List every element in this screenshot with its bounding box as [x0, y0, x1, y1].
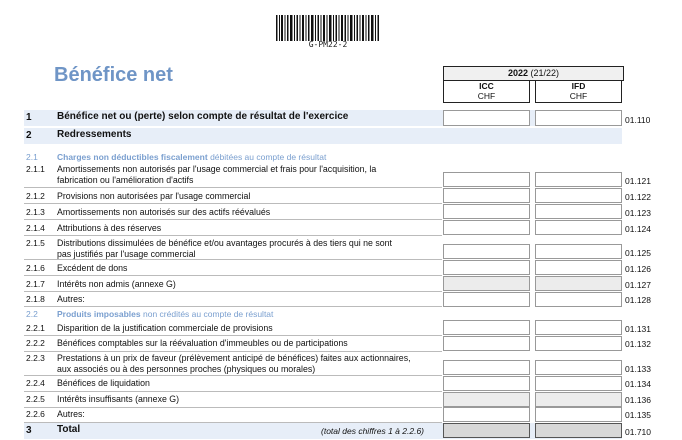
row-code: 01.110	[625, 115, 651, 125]
row-code: 01.126	[625, 264, 651, 274]
section-title-bold: Produits imposables	[57, 309, 141, 319]
icc-field-01128[interactable]	[443, 292, 530, 307]
row-num: 2.2.4	[26, 378, 45, 388]
row-num: 2	[26, 130, 32, 141]
ifd-field-01132[interactable]	[535, 336, 622, 351]
row-num: 2.1.3	[26, 207, 45, 217]
row-label: Provisions non autorisées par l'usage commercial	[57, 191, 251, 201]
row-label: Intérêts insuffisants (annexe G)	[57, 394, 180, 404]
icc-field-01124[interactable]	[443, 220, 530, 235]
section-title-bold: Charges non déductibles fiscalement	[57, 152, 208, 162]
icc-field-01123[interactable]	[443, 204, 530, 219]
barcode	[276, 15, 380, 41]
ifd-field-01110[interactable]	[535, 110, 622, 126]
year-header	[443, 66, 624, 81]
section-num: 2.1	[26, 152, 38, 162]
row-rule	[24, 335, 442, 336]
row-label: Autres:	[57, 409, 85, 419]
row-rule	[24, 407, 442, 408]
row-code: 01.710	[625, 427, 651, 437]
ifd-field-01126[interactable]	[535, 260, 622, 275]
section-title-rest: débitées au compte de résultat	[210, 152, 327, 162]
row-rule	[24, 291, 442, 292]
row-label: Bénéfices comptables sur la réévaluation d'immeubles ou de participations	[57, 338, 348, 348]
row-rule	[24, 259, 442, 260]
row-num: 2.1.4	[26, 223, 45, 233]
icc-field-01121[interactable]	[443, 172, 530, 187]
icc-field-01110[interactable]	[443, 110, 530, 126]
ifd-field-01123[interactable]	[535, 204, 622, 219]
row-rule	[24, 219, 442, 220]
barcode-code: G-PM22-2	[308, 40, 348, 49]
section-title	[57, 152, 326, 162]
row-rule	[24, 203, 442, 204]
ifd-field-01122[interactable]	[535, 188, 622, 203]
row-label: Attributions à des réserves	[57, 223, 162, 233]
icc-field-01122[interactable]	[443, 188, 530, 203]
icc-field-01136[interactable]	[443, 392, 530, 407]
row-code: 01.123	[625, 208, 651, 218]
row-label-line1: Distributions dissimulées de bénéfice et/ou avantages procurés à des tiers qui ne sont	[57, 238, 392, 248]
row-num: 2.1.6	[26, 263, 45, 273]
row-code: 01.136	[625, 395, 651, 405]
row-label-line1: Amortissements non autorisés par l'usage commercial et frais pour l'acquisition, la	[57, 164, 377, 174]
row-label: Disparition de la justification commerciale de provisions	[57, 323, 273, 333]
row-code: 01.127	[625, 280, 651, 290]
row-code: 01.132	[625, 339, 651, 349]
row-num: 2.2.6	[26, 409, 45, 419]
row-code: 01.121	[625, 176, 651, 186]
section-title-rest: non crédités au compte de résultat	[142, 309, 274, 319]
row-num: 3	[26, 425, 32, 436]
row-num: 2.1.7	[26, 279, 45, 289]
icc-field-01127[interactable]	[443, 276, 530, 291]
icc-field-01134[interactable]	[443, 376, 530, 391]
row-rule	[24, 187, 442, 188]
ifd-field-01124[interactable]	[535, 220, 622, 235]
row-label: Total	[57, 424, 81, 435]
row-rule	[24, 235, 442, 236]
row-num: 2.1.8	[26, 294, 45, 304]
row-code: 01.131	[625, 324, 651, 334]
row-num: 2.1.1	[26, 164, 45, 174]
col-icc-unit: CHF	[477, 91, 496, 101]
row-label: Bénéfice net ou (perte) selon compte de résultat de l'exercice	[57, 111, 349, 122]
row-code: 01.135	[625, 410, 651, 420]
ifd-field-01134[interactable]	[535, 376, 622, 391]
row-num: 2.2.2	[26, 338, 45, 348]
row-label-line1: Prestations à un prix de faveur (prélèvement anticipé de bénéfices) faites aux actionnaires,	[57, 353, 411, 363]
row-label: Excédent de dons	[57, 263, 128, 273]
ifd-field-01125[interactable]	[535, 244, 622, 259]
row-code: 01.125	[625, 248, 651, 258]
icc-field-01126[interactable]	[443, 260, 530, 275]
ifd-field-01131[interactable]	[535, 320, 622, 335]
row-label: Amortissements non autorisés sur des actifs réévalués	[57, 207, 271, 217]
section-title	[57, 309, 273, 319]
section-num: 2.2	[26, 309, 38, 319]
row-code: 01.134	[625, 379, 651, 389]
row-code: 01.133	[625, 364, 651, 374]
row-label: Autres:	[57, 294, 85, 304]
row-rule	[24, 391, 442, 392]
ifd-field-01133[interactable]	[535, 360, 622, 375]
col-ifd-unit: CHF	[569, 91, 588, 101]
ifd-field-01128[interactable]	[535, 292, 622, 307]
row-rule	[24, 375, 442, 376]
icc-field-01135[interactable]	[443, 407, 530, 422]
row-label: Redressements	[57, 129, 132, 140]
row-num: 1	[26, 112, 32, 123]
row-rule	[24, 351, 442, 352]
row-label-line2: fabrication ou l'amélioration d'actifs	[57, 175, 194, 185]
total-note: (total des chiffres 1 à 2.2.6)	[321, 426, 424, 436]
page-title: Bénéfice net	[54, 64, 173, 86]
row-num: 2.2.1	[26, 323, 45, 333]
ifd-field-01135[interactable]	[535, 407, 622, 422]
row-rule	[24, 306, 442, 307]
ifd-field-01127[interactable]	[535, 276, 622, 291]
col-ifd-name: IFD	[571, 81, 586, 91]
col-icc-name: ICC	[479, 81, 494, 91]
icc-field-01131[interactable]	[443, 320, 530, 335]
row-rule	[24, 275, 442, 276]
icc-field-01133[interactable]	[443, 360, 530, 375]
row-num: 2.1.5	[26, 238, 45, 248]
icc-field-01125[interactable]	[443, 244, 530, 259]
ifd-field-01121[interactable]	[535, 172, 622, 187]
row-num: 2.2.3	[26, 353, 45, 363]
row-code: 01.122	[625, 192, 651, 202]
col-head-icc	[443, 80, 530, 103]
ifd-field-01710[interactable]	[535, 423, 622, 438]
year-sub: (21/22)	[530, 68, 560, 78]
ifd-field-01136[interactable]	[535, 392, 622, 407]
row-num: 2.2.5	[26, 394, 45, 404]
row-label: Intérêts non admis (annexe G)	[57, 279, 176, 289]
row-label: Bénéfices de liquidation	[57, 378, 150, 388]
col-head-ifd	[535, 80, 622, 103]
row-label-line2: pas justifiés par l'usage commercial	[57, 249, 196, 259]
row-code: 01.124	[625, 224, 651, 234]
icc-field-01710[interactable]	[443, 423, 530, 438]
year: 2022	[507, 68, 528, 78]
row-label-line2: aux associés ou à des personnes proches (physiques ou morales)	[57, 364, 316, 374]
icc-field-01132[interactable]	[443, 336, 530, 351]
row-code: 01.128	[625, 295, 651, 305]
row-num: 2.1.2	[26, 191, 45, 201]
